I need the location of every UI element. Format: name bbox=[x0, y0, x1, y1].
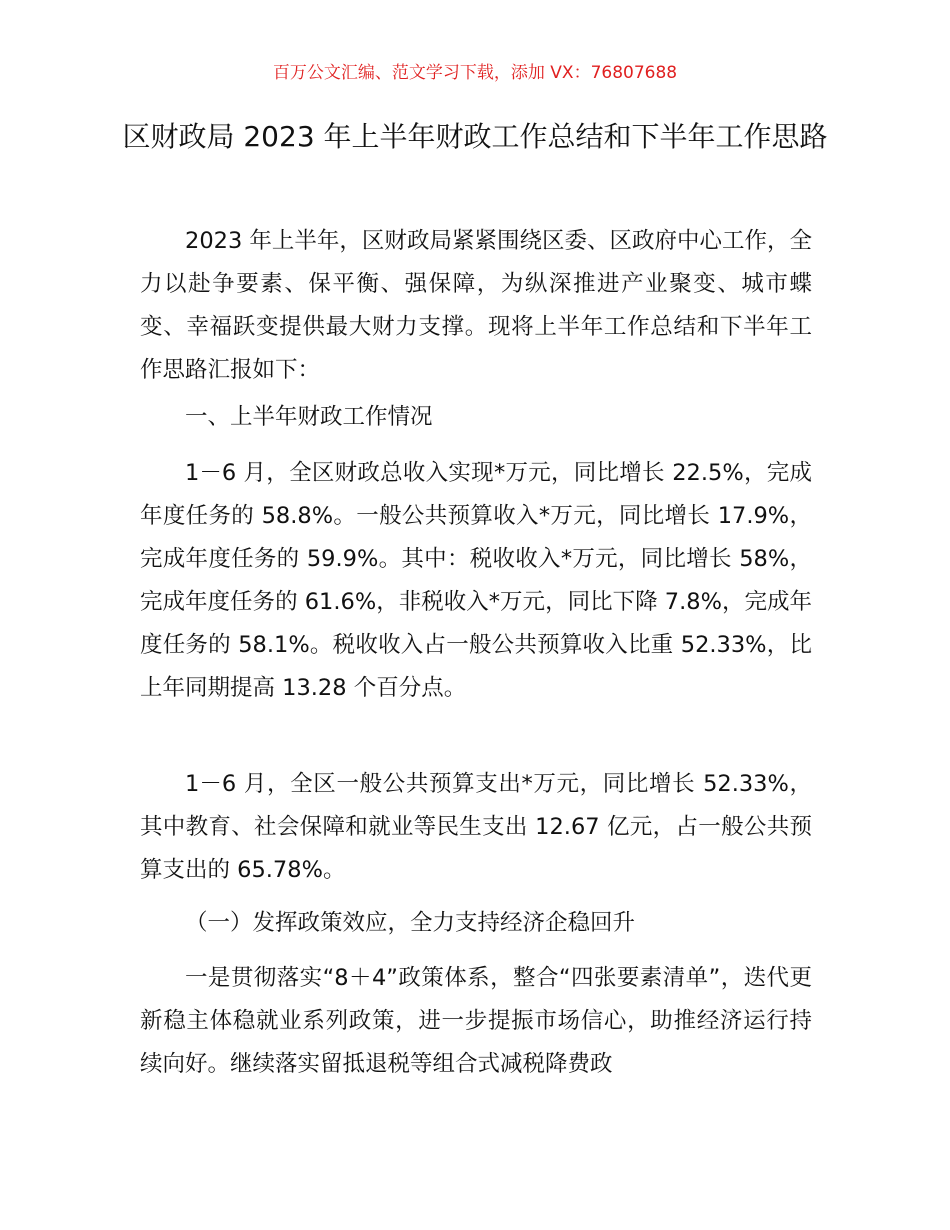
document-title: 区财政局 2023 年上半年财政工作总结和下半年工作思路 bbox=[122, 120, 828, 153]
paragraph-intro: 2023 年上半年，区财政局紧紧围绕区委、区政府中心工作，全力以赴争要素、保平衡、强保障，为纵深推进产业聚变、城市蝶变、幸福跃变提供最大财力支撑。现将上半年工作总结和下半年工作思路汇报如下： bbox=[140, 228, 812, 383]
paragraph-policy: 一是贯彻落实“8＋4”政策体系，整合“四张要素清单”，迭代更新稳主体稳就业系列政策，进一步提振市场信心，助推经济运行持续向好。继续落实留抵退税等组合式减税降费政 bbox=[140, 965, 812, 1077]
paragraph-expenditure: 1－6 月，全区一般公共预算支出*万元，同比增长 52.33%，其中教育、社会保障和就业等民生支出 12.67 亿元，占一般公共预算支出的 65.78%。 bbox=[140, 771, 812, 883]
section-heading-1: 一、上半年财政工作情况 bbox=[185, 404, 433, 430]
watermark-banner: 百万公文汇编、范文学习下载，添加 VX：76807688 bbox=[272, 63, 678, 83]
paragraph-revenue: 1－6 月，全区财政总收入实现*万元，同比增长 22.5%，完成年度任务的 58.8%。一般公共预算收入*万元，同比增长 17.9%，完成年度任务的 59.9%。其中：税收收入*万元，同比增长 58%，完成年度任务的 61.6%，非税收入*万元，同比下降 7.8%，完成年度任务的 58.1%。税收收入占一般公共预算收入比重 52.33%，比上年同期提高 13.28 个百分点。 bbox=[140, 460, 812, 701]
subsection-heading-1: （一）发挥政策效应，全力支持经济企稳回升 bbox=[185, 910, 636, 936]
